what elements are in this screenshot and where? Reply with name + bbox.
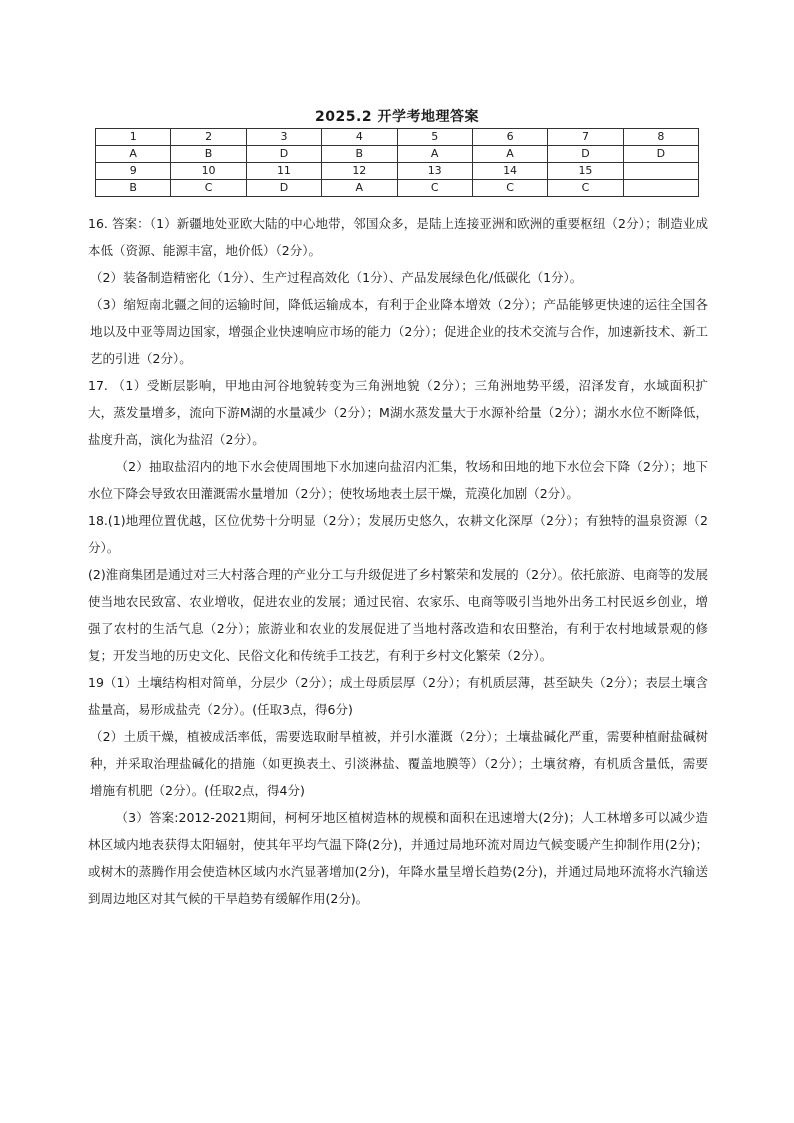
answer-table bbox=[95, 128, 699, 197]
table-cell: 1 bbox=[96, 129, 171, 146]
table-cell: B bbox=[322, 146, 397, 163]
table-cell: 12 bbox=[322, 163, 397, 180]
table-cell: A bbox=[96, 146, 171, 163]
answer-19-part1: 19（1）土壤结构相对简单，分层少（2分）；成土母质层厚（2分）；有机质层薄，甚至缺失（2分）；表层土壤含盐量高，易形成盐壳（2分）。(任取3点，得6分) bbox=[88, 675, 708, 717]
table-cell: 6 bbox=[472, 129, 547, 146]
table-cell: 5 bbox=[397, 129, 472, 146]
table-cell: 14 bbox=[472, 163, 547, 180]
table-cell bbox=[623, 163, 698, 180]
table-cell: 2 bbox=[171, 129, 246, 146]
table-cell: A bbox=[397, 146, 472, 163]
answer-16-part1: 16. 答案：（1）新疆地处亚欧大陆的中心地带，邻国众多，是陆上连接亚洲和欧洲的重要枢纽（2分）；制造业成本低（资源、能源丰富，地价低）（2分）。 bbox=[88, 216, 708, 258]
table-cell: C bbox=[397, 180, 472, 197]
table-cell: D bbox=[623, 146, 698, 163]
table-cell: C bbox=[472, 180, 547, 197]
table-cell: D bbox=[246, 180, 321, 197]
table-cell: 8 bbox=[623, 129, 698, 146]
answer-18-part1: 18.(1)地理位置优越，区位优势十分明显（2分）；发展历史悠久，农耕文化深厚（2分）；有独特的温泉资源（2分）。 bbox=[88, 513, 708, 555]
table-cell: 7 bbox=[548, 129, 623, 146]
answer-16-part3: （3）缩短南北疆之间的运输时间，降低运输成本，有利于企业降本增效（2分）；产品能够更快速的运往全国各地以及中亚等周边国家，增强企业快速响应市场的能力（2分）；促进企业的技术交流与合作，加速新技术、新工艺的引进（2分）。 bbox=[90, 297, 708, 366]
table-cell: 4 bbox=[322, 129, 397, 146]
table-cell: B bbox=[96, 180, 171, 197]
answer-17-part1: 17. （1）受断层影响，甲地由河谷地貌转变为三角洲地貌（2分）；三角洲地势平缓，沼泽发育，水域面积扩大，蒸发量增多，流向下游M湖的水量减少（2分）；M湖水蒸发量大于水源补给量（2分）；湖水水位不断降低，盐度升高，演化为盐沼（2分）。 bbox=[88, 378, 708, 447]
table-row bbox=[96, 163, 699, 180]
answer-17-part2: （2）抽取盐沼内的地下水会使周围地下水加速向盐沼内汇集，牧场和田地的地下水位会下降（2分）；地下水位下降会导致农田灌溉需水量增加（2分）；使牧场地表土层干燥，荒漠化加剧（2分）。 bbox=[88, 459, 708, 501]
table-cell: C bbox=[171, 180, 246, 197]
table-cell: C bbox=[548, 180, 623, 197]
table-cell: B bbox=[171, 146, 246, 163]
table-cell: D bbox=[548, 146, 623, 163]
answer-body bbox=[88, 210, 708, 912]
answer-19-part2: （2）土质干燥，植被成活率低，需要选取耐旱植被，并引水灌溉（2分）；土壤盐碱化严重，需要种植耐盐碱树种，并采取治理盐碱化的措施（如更换表土、引淡淋盐、覆盖地膜等）（2分）；土壤贫瘠，有机质含量低，需要增施有机肥（2分）。(任取2点，得4分) bbox=[90, 729, 708, 798]
table-cell bbox=[623, 180, 698, 197]
table-row bbox=[96, 129, 699, 146]
page-title: 2025.2 开学考地理答案 bbox=[315, 109, 479, 125]
table-cell: A bbox=[322, 180, 397, 197]
table-cell: 3 bbox=[246, 129, 321, 146]
table-cell: 9 bbox=[96, 163, 171, 180]
table-row bbox=[96, 180, 699, 197]
table-cell: 15 bbox=[548, 163, 623, 180]
table-cell: D bbox=[246, 146, 321, 163]
answer-16-part2: （2）装备制造精密化（1分）、生产过程高效化（1分）、产品发展绿色化/低碳化（1分）。 bbox=[90, 270, 583, 285]
answer-18-part2: (2)淮商集团是通过对三大村落合理的产业分工与升级促进了乡村繁荣和发展的（2分）。依托旅游、电商等的发展使当地农民致富、农业增收，促进农业的发展；通过民宿、农家乐、电商等吸引当地外出务工村民返乡创业，增强了农村的生活气息（2分）；旅游业和农业的发展促进了当地村落改造和农田整治，有利于农村地域景观的修复；开发当地的历史文化、民俗文化和传统手工技艺，有利于乡村文化繁荣（2分）。 bbox=[88, 567, 708, 663]
table-cell: A bbox=[472, 146, 547, 163]
table-cell: 10 bbox=[171, 163, 246, 180]
table-cell: 11 bbox=[246, 163, 321, 180]
answer-19-part3: （3）答案:2012-2021期间，柯柯牙地区植树造林的规模和面积在迅速增大(2分)；人工林增多可以减少造林区域内地表获得太阳辐射，使其年平均气温下降(2分)，并通过局地环流对周边气候变暖产生抑制作用(2分)；或树木的蒸腾作用会使造林区域内水汽显著增加(2分)，年降水量呈增长趋势(2分)，并通过局地环流将水汽输送到周边地区对其气候的干旱趋势有缓解作用(2分)。 bbox=[88, 810, 708, 906]
table-cell: 13 bbox=[397, 163, 472, 180]
table-row bbox=[96, 146, 699, 163]
